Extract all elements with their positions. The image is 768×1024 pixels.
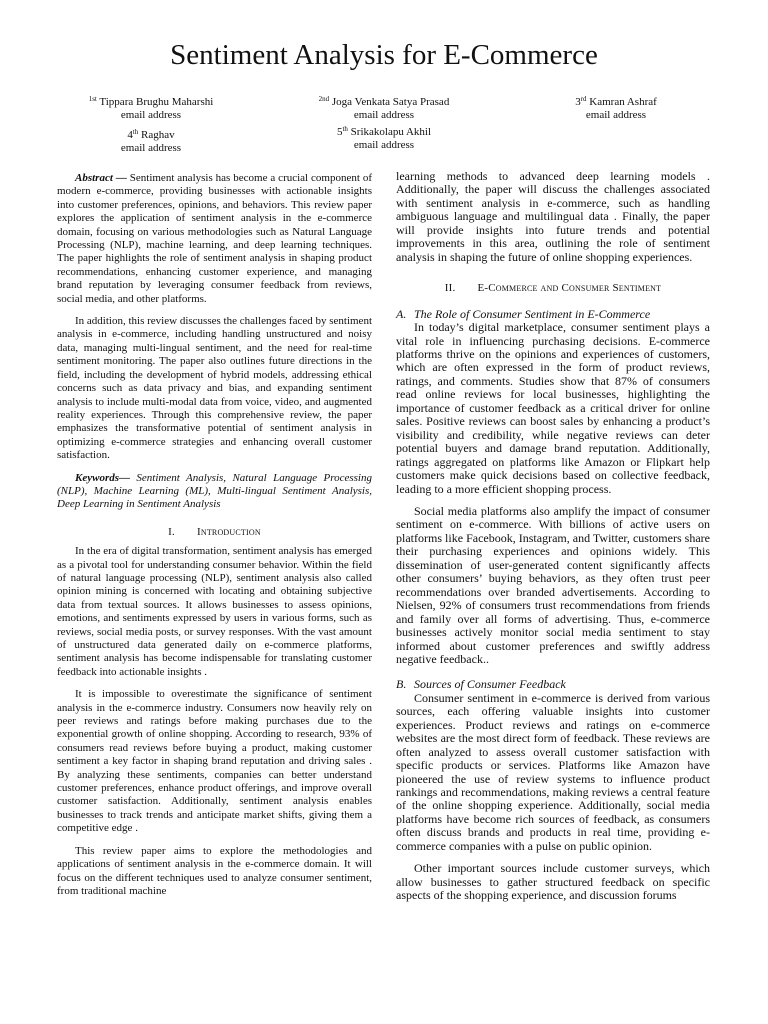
author-name: Srikakolapu Akhil — [350, 126, 432, 138]
author-name: Kamran Ashraf — [589, 96, 657, 108]
author-email: email address — [120, 142, 182, 154]
abstract-label: Abstract — — [75, 172, 127, 184]
keywords-text: Sentiment Analysis, Natural Language Processing (NLP), Machine Learning (ML), Multi-lingual Sentiment Analysis, Deep Learning in Sentiment Analysis — [57, 471, 372, 511]
author-name: Tippara Brughu Maharshi — [99, 96, 214, 108]
intro-paragraph-3: This review paper aims to explore the methodologies and applications of sentiment analysis in the e-commerce domain. It will focus on the different techniques used to analyze consumer sentiment, from traditional machine — [57, 844, 372, 897]
subsection-heading-sources: B. Sources of Consumer Feedback — [396, 677, 566, 692]
intro-paragraph-3-continued: learning methods to advanced deep learning models . Additionally, the paper will discuss the challenges associated with sentiment analysis in e-commerce, such as handling ambiguous language and multilingual data . Finally, the paper will provide insights into future trends and potential improvements in this area, outlining the role of sentiment analysis in shaping the future of online shopping experiences. — [396, 169, 710, 264]
right-column — [396, 170, 710, 903]
role-paragraph-1: In today’s digital marketplace, consumer sentiment plays a vital role in influencing purchasing decisions. E-commerce platforms thrive on the opinions and experiences of customers, which are often expressed in the form of product reviews, ratings, and comments. Studies show that 87% of consumers read online reviews for local businesses, highlighting the importance of customer feedback as a critical driver for online sales. Positive reviews can boost sales by enhancing a product’s visibility and credibility, while negative reviews can deter potential buyers and damage brand reputation. Additionally, ratings aggregated on platforms like Amazon or Flipkart help customers make quick decisions based on collective feedback, leading to a more efficient shopping process. — [396, 320, 710, 496]
subsection-heading-role: A. The Role of Consumer Sentiment in E-Commerce — [396, 306, 651, 321]
paper-title: Sentiment Analysis for E-Commerce — [170, 39, 598, 71]
author-email: email address — [353, 109, 415, 121]
abstract-paragraph-1: Sentiment analysis has become a crucial component of modern e-commerce, providing businesses with actionable insights into customer preferences, opinions, and behaviors. This review paper explores the application of sentiment analysis in the e-commerce domain, focusing on various methodologies such as Natural Language Processing (NLP), machine learning, and deep learning techniques. The paper highlights the role of sentiment analysis in shaping product recommendations, enhancing customer experience, and managing brand reputation by leveraging consumer feedback from reviews, social media, and other platforms. — [57, 172, 372, 305]
section-heading-introduction: I. Introduction — [168, 525, 261, 538]
author-4: 4th Raghav email address — [41, 129, 261, 155]
sources-paragraph-2: Other important sources include customer surveys, which allow businesses to gather structured feedback on specific aspects of the shopping experience, and discussion forums — [396, 861, 710, 903]
author-5: 5th Srikakolapu Akhil email address — [274, 126, 494, 152]
author-email: email address — [585, 109, 647, 121]
author-2: $^{2nd}$ Joga Venkata Satya Prasad email address — [274, 96, 494, 122]
author-email: email address — [120, 109, 182, 121]
keywords-label: Keywords— — [75, 471, 130, 484]
author-name: Joga Venkata Satya Prasad — [331, 96, 450, 108]
left-column — [57, 172, 372, 898]
sources-paragraph-1: Consumer sentiment in e-commerce is derived from various sources, each offering valuable insights into customer experiences. Product reviews and ratings on e-commerce websites are the most direct form of feedback. These reviews are often analyzed to assess overall customer satisfaction with specific products or services. Platforms like Amazon have pioneered the use of review systems to influence product rankings and recommendations, making reviews a central feature of the online shopping experience. Additionally, social media platforms have become rich sources of feedback, as consumers often discuss brands and products in real time, providing e-commerce companies with a pulse on public opinion. — [396, 690, 710, 853]
role-paragraph-2: Social media platforms also amplify the impact of consumer sentiment on e-commerce. With billions of active users on platforms like Facebook, Instagram, and Twitter, customers share their purchasing experiences and opinions widely. This dissemination of user-generated content significantly affects other consumers’ buying behaviors, as they often trust peer recommendations over branded advertisements. According to Nielsen, 92% of consumers trust recommendations from friends and family over all forms of advertising. Thus, e-commerce businesses actively monitor social media sentiment to stay informed about customer preferences and swiftly address negative feedback.. — [396, 503, 710, 666]
abstract-paragraph-2: In addition, this review discusses the challenges faced by sentiment analysis in e-commerce, including handling unstructured and noisy data, managing multi-lingual sentiment, and the need for real-time sentiment monitoring. The paper also outlines future directions in the field, including the development of hybrid models, addressing ethical concerns such as data privacy and bias, and expanding sentiment analysis to include multi-modal data from voice, video, and augmented reality experiences. Through this comprehensive review, the paper emphasizes the transformative potential of sentiment analysis in optimizing e-commerce strategies and enhancing overall customer satisfaction. — [57, 315, 372, 462]
author-name: Raghav — [141, 129, 175, 141]
author-email: email address — [353, 139, 415, 151]
intro-paragraph-2: It is impossible to overestimate the significance of sentiment analysis in the e-commerce industry. Consumers now heavily rely on peer reviews and ratings before making purchases due to the exponential growth of online shopping. According to research, 93% of consumers read reviews before buying a product, making customer sentiment a key factor in shaping brand reputation and driving sales . By analyzing these sentiments, companies can better understand customer preferences, enhance product offerings, and improve overall customer satisfaction. Additionally, sentiment analysis enables businesses to track trends and anticipate market shifts, giving them a competitive edge . — [57, 688, 372, 835]
abstract — [57, 172, 372, 512]
author-1: $^{1st}$ Tippara Brughu Maharshi email address — [41, 96, 261, 122]
section-heading-ecommerce: II. E-Commerce and Consumer Sentiment — [444, 282, 662, 295]
author-3: 3rd Kamran Ashraf email address — [506, 96, 726, 122]
keywords — [57, 472, 372, 512]
intro-paragraph-1: In the era of digital transformation, sentiment analysis has emerged as a pivotal tool for understanding consumer behavior. Within the field of natural language processing (NLP), sentiment analysis also called opinion mining is concerned with locating and obtaining subjective data from textual sources. It allows businesses to assess opinions, emotions, and sentiments expressed by users in various forms, such as reviews, social media posts, or survey responses. With the vast amount of unstructured data generated daily on e-commerce platforms, sentiment analysis has become indispensable for translating customer feedback into actionable insights . — [57, 545, 372, 678]
